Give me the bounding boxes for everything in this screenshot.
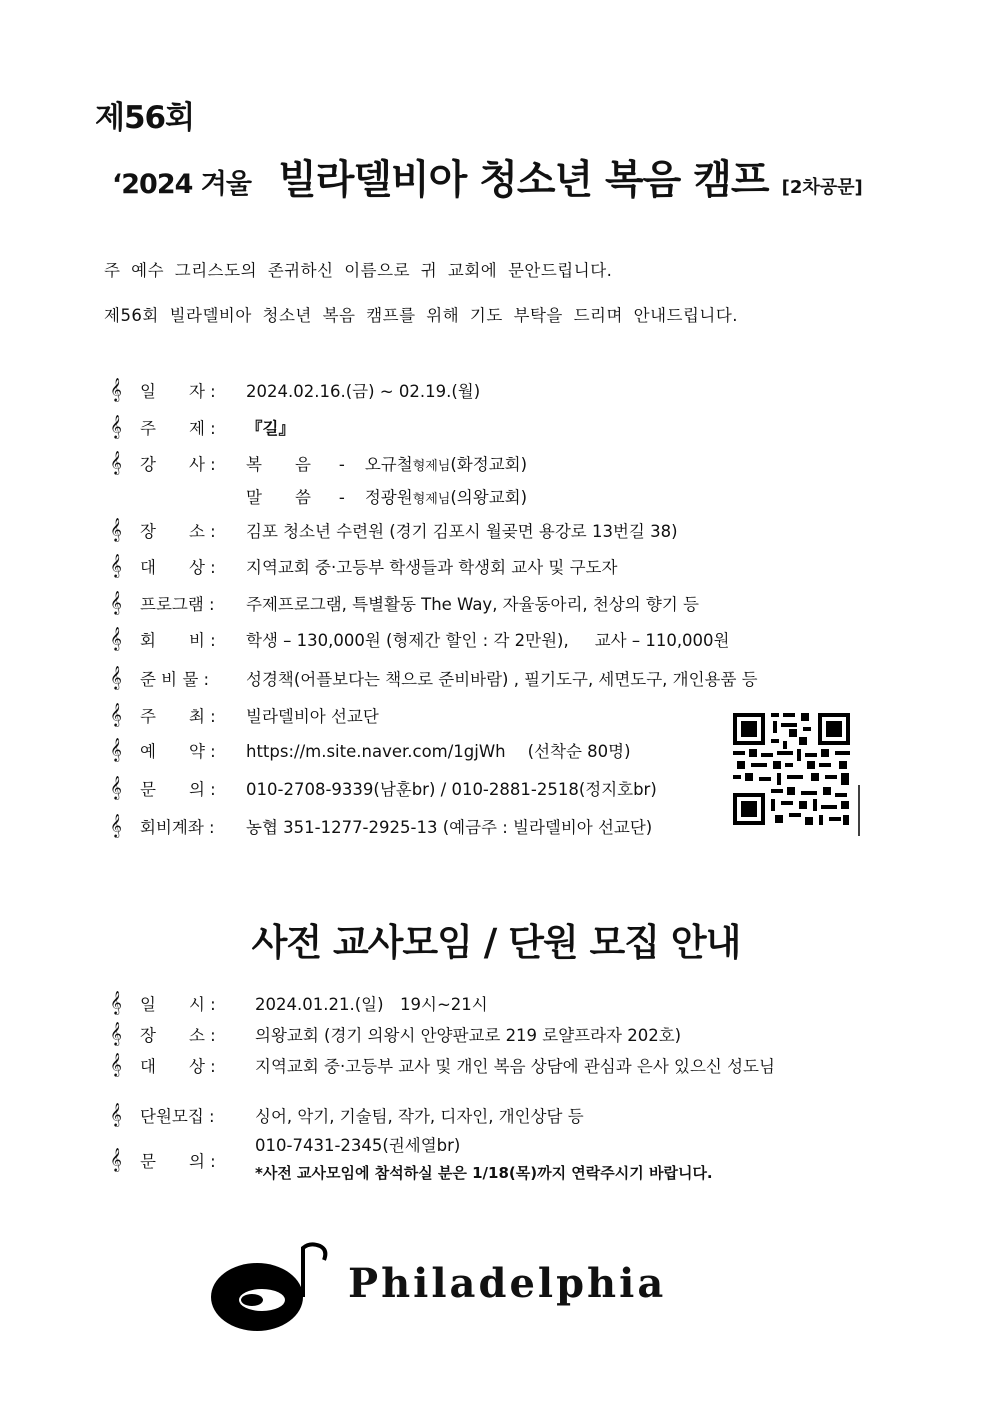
speaker-role: 복 음 bbox=[246, 455, 311, 474]
row-label: 주 제 : bbox=[140, 419, 216, 438]
row-label: 장 소 : bbox=[140, 522, 216, 541]
qr-code-icon[interactable] bbox=[723, 701, 860, 836]
speaker-sep: - bbox=[338, 455, 345, 474]
speaker-gospel bbox=[246, 451, 527, 475]
row-label: 준 비 물 : bbox=[140, 670, 210, 689]
row-value: 빌라델비아 선교단 bbox=[246, 707, 379, 726]
treble-clef-icon: 𝄞 bbox=[110, 553, 122, 577]
treble-clef-icon: 𝄞 bbox=[110, 450, 122, 474]
row-value: 농협 351-1277-2925-13 (예금주 : 빌라델비아 선교단) bbox=[246, 818, 653, 837]
treble-clef-icon: 𝄞 bbox=[110, 665, 122, 689]
speaker-word bbox=[246, 484, 527, 508]
speaker-role: 말 씀 bbox=[246, 488, 311, 507]
reservation-note: (선착순 80명) bbox=[527, 742, 631, 761]
row-value: 성경책(어플보다는 책으로 준비바람) , 필기도구, 세면도구, 개인용품 등 bbox=[246, 670, 758, 689]
row-value: 지역교회 중·고등부 교사 및 개인 복음 상담에 관심과 은사 있으신 성도님 bbox=[255, 1057, 775, 1076]
treble-clef-icon: 𝄞 bbox=[110, 813, 122, 837]
title-year-season: ‘2024 겨울 bbox=[112, 169, 251, 200]
treble-clef-icon: 𝄞 bbox=[110, 517, 122, 541]
row-value: 010-7431-2345(권세열br) bbox=[255, 1136, 461, 1155]
row-label: 강 사 : bbox=[140, 455, 216, 474]
row-value: 주제프로그램, 특별활동 The Way, 자율동아리, 천상의 향기 등 bbox=[246, 595, 699, 614]
treble-clef-icon: 𝄞 bbox=[110, 775, 122, 799]
fee-teacher: 교사 – 110,000원 bbox=[594, 631, 730, 650]
row-label: 단원모집 : bbox=[140, 1107, 215, 1126]
treble-clef-icon: 𝄞 bbox=[110, 626, 122, 650]
row-label: 문 의 : bbox=[140, 1152, 216, 1171]
treble-clef-icon: 𝄞 bbox=[110, 1147, 122, 1171]
row-label: 대 상 : bbox=[140, 1057, 216, 1076]
title-main: 빌라델비아 청소년 복음 캠프 bbox=[278, 157, 769, 203]
contact-note: *사전 교사모임에 참석하실 분은 1/18(목)까지 연락주시기 바랍니다. bbox=[255, 1164, 713, 1182]
speaker-title: 형제님 bbox=[412, 492, 451, 507]
treble-clef-icon: 𝄞 bbox=[110, 1102, 122, 1126]
logo-text: Philadelphia bbox=[348, 1260, 667, 1307]
row-value bbox=[246, 627, 730, 651]
row-value: 『길』 bbox=[246, 419, 295, 438]
row-label: 프로그램 : bbox=[140, 595, 215, 614]
treble-clef-icon: 𝄞 bbox=[110, 377, 122, 401]
row-label: 대 상 : bbox=[140, 558, 216, 577]
row-label: 회비계좌 : bbox=[140, 818, 215, 837]
speaker-sep: - bbox=[338, 488, 345, 507]
row-value: 지역교회 중·고등부 학생들과 학생회 교사 및 구도자 bbox=[246, 558, 618, 577]
row-value bbox=[246, 738, 631, 762]
row-value: 010-2708-9339(남훈br) / 010-2881-2518(정지호br) bbox=[246, 780, 657, 799]
treble-clef-icon: 𝄞 bbox=[110, 1052, 122, 1076]
treble-clef-icon: 𝄞 bbox=[110, 990, 122, 1014]
title-tag: [2차공문] bbox=[781, 177, 863, 198]
section-title: 사전 교사모임 / 단원 모집 안내 bbox=[251, 921, 741, 964]
treble-clef-icon: 𝄞 bbox=[110, 1021, 122, 1045]
row-label: 주 최 : bbox=[140, 707, 216, 726]
treble-clef-icon: 𝄞 bbox=[110, 737, 122, 761]
row-label: 장 소 : bbox=[140, 1026, 216, 1045]
row-value: 싱어, 악기, 기술팀, 작가, 디자인, 개인상담 등 bbox=[255, 1107, 584, 1126]
speaker-name: 정광원 bbox=[364, 488, 413, 507]
row-value: 의왕교회 (경기 의왕시 안양판교로 219 로얄프라자 202호) bbox=[255, 1026, 682, 1045]
speaker-name: 오규철 bbox=[364, 455, 413, 474]
intro-line-1: 주 예수 그리스도의 존귀하신 이름으로 귀 교회에 문안드립니다. bbox=[104, 261, 613, 280]
page-title bbox=[112, 148, 863, 205]
edition-label: 제56회 bbox=[95, 100, 195, 136]
speaker-title: 형제님 bbox=[412, 459, 451, 474]
intro-line-2: 제56회 빌라델비아 청소년 복음 캠프를 위해 기도 부탁을 드리며 안내드립니다. bbox=[104, 306, 739, 325]
row-label: 문 의 : bbox=[140, 780, 216, 799]
reservation-link[interactable]: https://m.site.naver.com/1gjWh bbox=[246, 742, 506, 761]
row-label: 일 시 : bbox=[140, 995, 216, 1014]
speaker-church: (화정교회) bbox=[450, 455, 528, 474]
row-value: 김포 청소년 수련원 (경기 김포시 월곶면 용강로 13번길 38) bbox=[246, 522, 678, 541]
row-label: 일 자 : bbox=[140, 382, 216, 401]
row-value: 2024.02.16.(금) ~ 02.19.(월) bbox=[246, 382, 481, 401]
treble-clef-icon: 𝄞 bbox=[110, 702, 122, 726]
row-label: 회 비 : bbox=[140, 631, 216, 650]
philadelphia-logo-icon bbox=[210, 1240, 790, 1344]
speaker-church: (의왕교회) bbox=[450, 488, 528, 507]
fee-student: 학생 – 130,000원 (형제간 할인 : 각 2만원), bbox=[246, 631, 569, 650]
treble-clef-icon: 𝄞 bbox=[110, 414, 122, 438]
row-value: 2024.01.21.(일) 19시~21시 bbox=[255, 995, 488, 1014]
treble-clef-icon: 𝄞 bbox=[110, 590, 122, 614]
row-label: 예 약 : bbox=[140, 742, 216, 761]
